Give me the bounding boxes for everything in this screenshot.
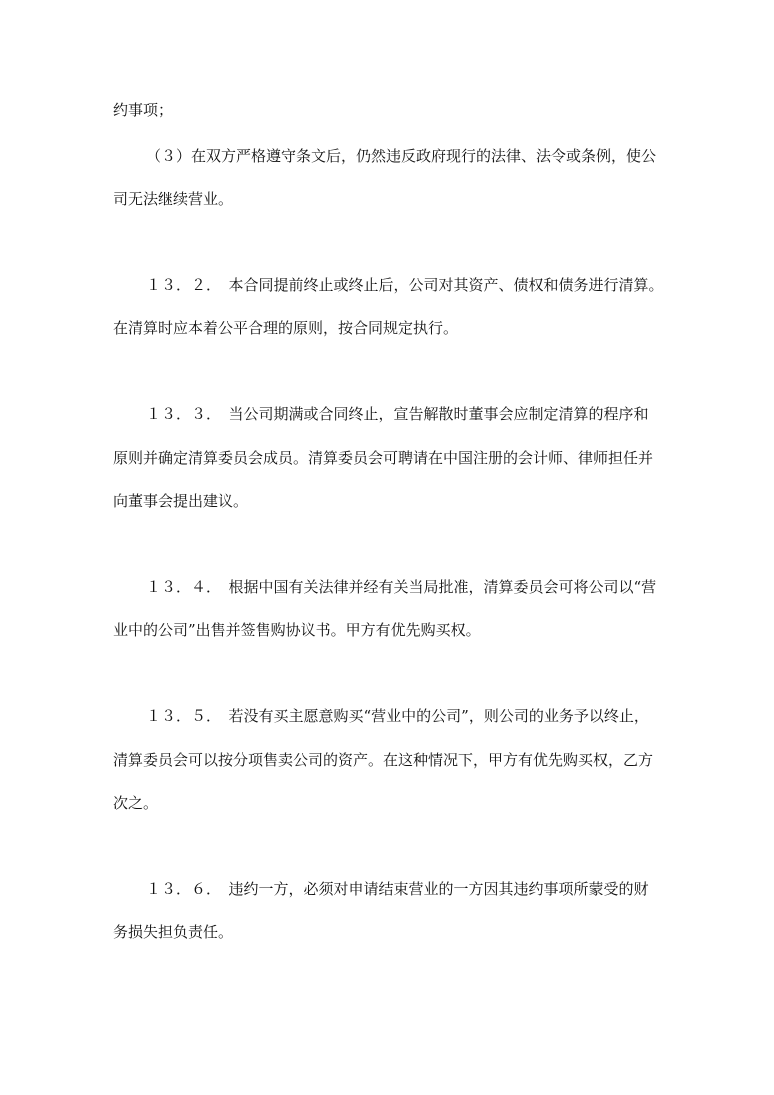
- clause-13-6-line-2: 务损失担负责任。: [113, 923, 234, 941]
- text-line-3: 司无法继续营业。: [113, 190, 234, 208]
- clause-13-3-line-2: 原则并确定清算委员会成员。清算委员会可聘请在中国注册的会计师、律师担任并: [113, 449, 654, 467]
- clause-13-5-line-3: 次之。: [113, 794, 159, 812]
- clause-13-5-line-2: 清算委员会可以按分项售卖公司的资产。在这种情况下，甲方有优先购买权，乙方: [113, 751, 654, 769]
- clause-13-3-line-1: １３．３． 当公司期满或合同终止，宣告解散时董事会应制定清算的程序和: [146, 405, 649, 423]
- clause-13-6-line-1: １３．６． 违约一方，必须对申请结束营业的一方因其违约事项所蒙受的财: [146, 880, 649, 898]
- clause-13-5-line-1: １３．５． 若没有买主愿意购买“营业中的公司”，则公司的业务予以终止，: [146, 707, 649, 725]
- clause-13-4-line-2: 业中的公司”出售并签售购协议书。甲方有优先购买权。: [113, 621, 481, 639]
- text-line-2: （３）在双方严格遵守条文后，仍然违反政府现行的法律、法令或条例，使公: [146, 147, 657, 165]
- clause-13-2-line-2: 在清算时应本着公平合理的原则，按合同规定执行。: [113, 319, 459, 337]
- text-line-1: 约事项；: [113, 101, 174, 119]
- clause-13-2-line-1: １３．２． 本合同提前终止或终止后，公司对其资产、债权和债务进行清算。: [146, 276, 664, 294]
- clause-13-4-line-1: １３．４． 根据中国有关法律并经有关当局批准，清算委员会可将公司以“营: [146, 578, 657, 596]
- clause-13-3-line-3: 向董事会提出建议。: [113, 492, 249, 510]
